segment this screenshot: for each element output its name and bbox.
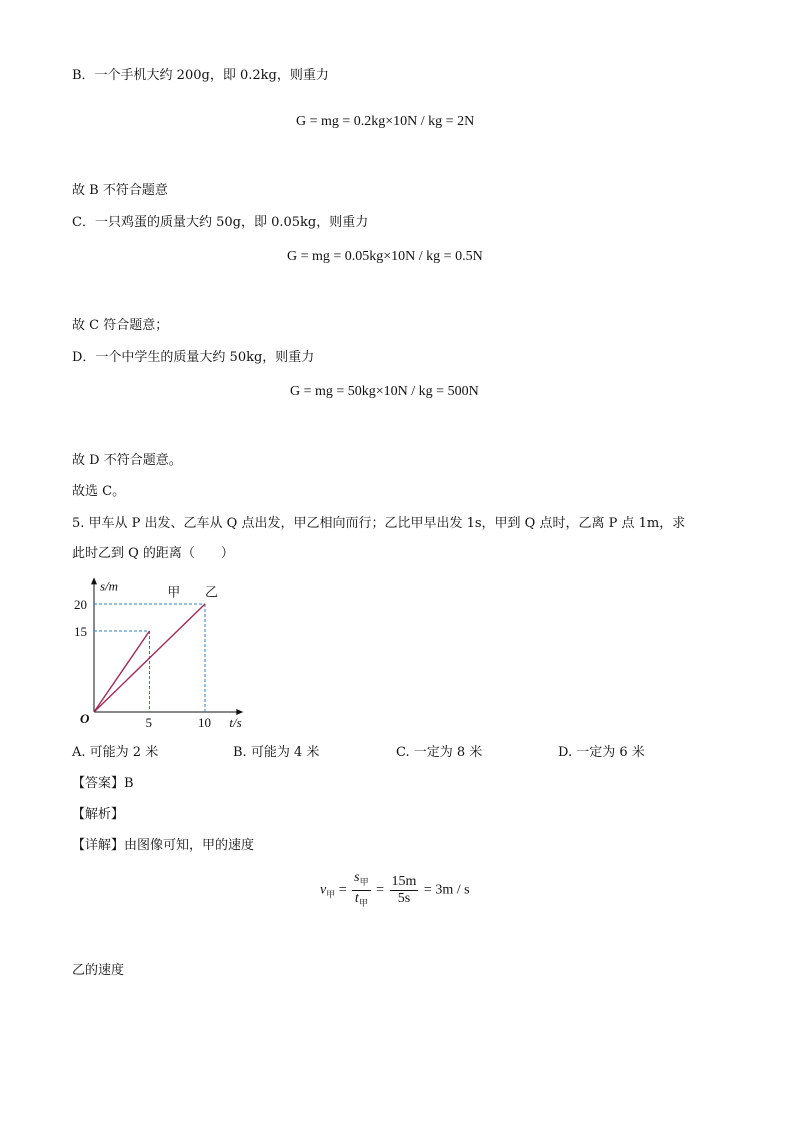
option-c-conclusion: 故 C 符合题意； <box>72 318 169 333</box>
s-subscript: 甲 <box>359 876 369 887</box>
formula-b: G = mg = 0.2kg×10N / kg = 2N <box>296 114 475 129</box>
y-axis-label: s/m <box>100 578 119 594</box>
y-tick-15: 15 <box>74 624 87 639</box>
option-b-explanation: B．一个手机大约 200g，即 0.2kg，则重力 <box>72 68 329 83</box>
question-5-text-line1: 5. 甲车从 P 出发、乙车从 Q 点出发，甲乙相向而行；乙比甲早出发 1s，甲到 Q 点时，乙离 P 点 1m，求 <box>72 516 686 531</box>
velocity-formula: $v_甲$ = $\frac{s_甲}{t_甲}$ = $\frac{15m}{5s}$ = 3m / s <box>320 870 470 911</box>
answer-line: 【答案】B <box>72 776 134 791</box>
series-label-jia: 甲 <box>167 584 181 600</box>
t-subscript: 甲 <box>358 897 368 908</box>
formula-d: G = mg = 50kg×10N / kg = 500N <box>290 384 479 399</box>
st-graph <box>64 572 254 732</box>
option-d-explanation: D．一个中学生的质量大约 50kg，则重力 <box>72 350 315 365</box>
option-c-explanation: C．一只鸡蛋的质量大约 50g，即 0.05kg，则重力 <box>72 215 369 230</box>
y-axis-arrow <box>91 577 97 584</box>
series-label-yi: 乙 <box>205 584 219 600</box>
series-line-jia <box>94 631 150 712</box>
x-tick-5: 5 <box>145 715 152 730</box>
fraction-denominator: 5s <box>397 890 411 906</box>
analysis-label: 【解析】 <box>72 807 125 822</box>
fraction-values <box>390 874 419 907</box>
detail-line: 【详解】由图像可知，甲的速度 <box>72 838 255 853</box>
option-b-conclusion: 故 B 不符合题意 <box>72 183 168 198</box>
option-d-conclusion: 故 D 不符合题意。 <box>72 453 182 468</box>
option-c: C. 一定为 8 米 <box>396 745 483 760</box>
origin-label: O <box>80 711 90 726</box>
formula-c: G = mg = 0.05kg×10N / kg = 0.5N <box>287 249 483 264</box>
x-tick-10: 10 <box>198 715 211 730</box>
option-b: B. 可能为 4 米 <box>233 745 320 760</box>
fraction-s-over-t <box>352 870 370 911</box>
option-a: A. 可能为 2 米 <box>72 745 159 760</box>
s-symbol: s <box>354 870 360 885</box>
option-d: D. 一定为 6 米 <box>558 745 645 760</box>
x-axis-label: t/s <box>229 715 242 730</box>
yi-speed-line: 乙的速度 <box>72 963 125 978</box>
v-subscript: 甲 <box>326 889 336 900</box>
v-symbol: v <box>320 882 327 898</box>
series-line-yi <box>94 604 205 712</box>
y-tick-20: 20 <box>74 597 87 612</box>
fraction-numerator: 15m <box>391 873 417 889</box>
question-5-text-line2: 此时乙到 Q 的距离（ ） <box>72 546 234 561</box>
final-choice: 故选 C。 <box>72 484 126 499</box>
velocity-result: 3m / s <box>435 882 470 898</box>
t-symbol: t <box>354 890 359 906</box>
